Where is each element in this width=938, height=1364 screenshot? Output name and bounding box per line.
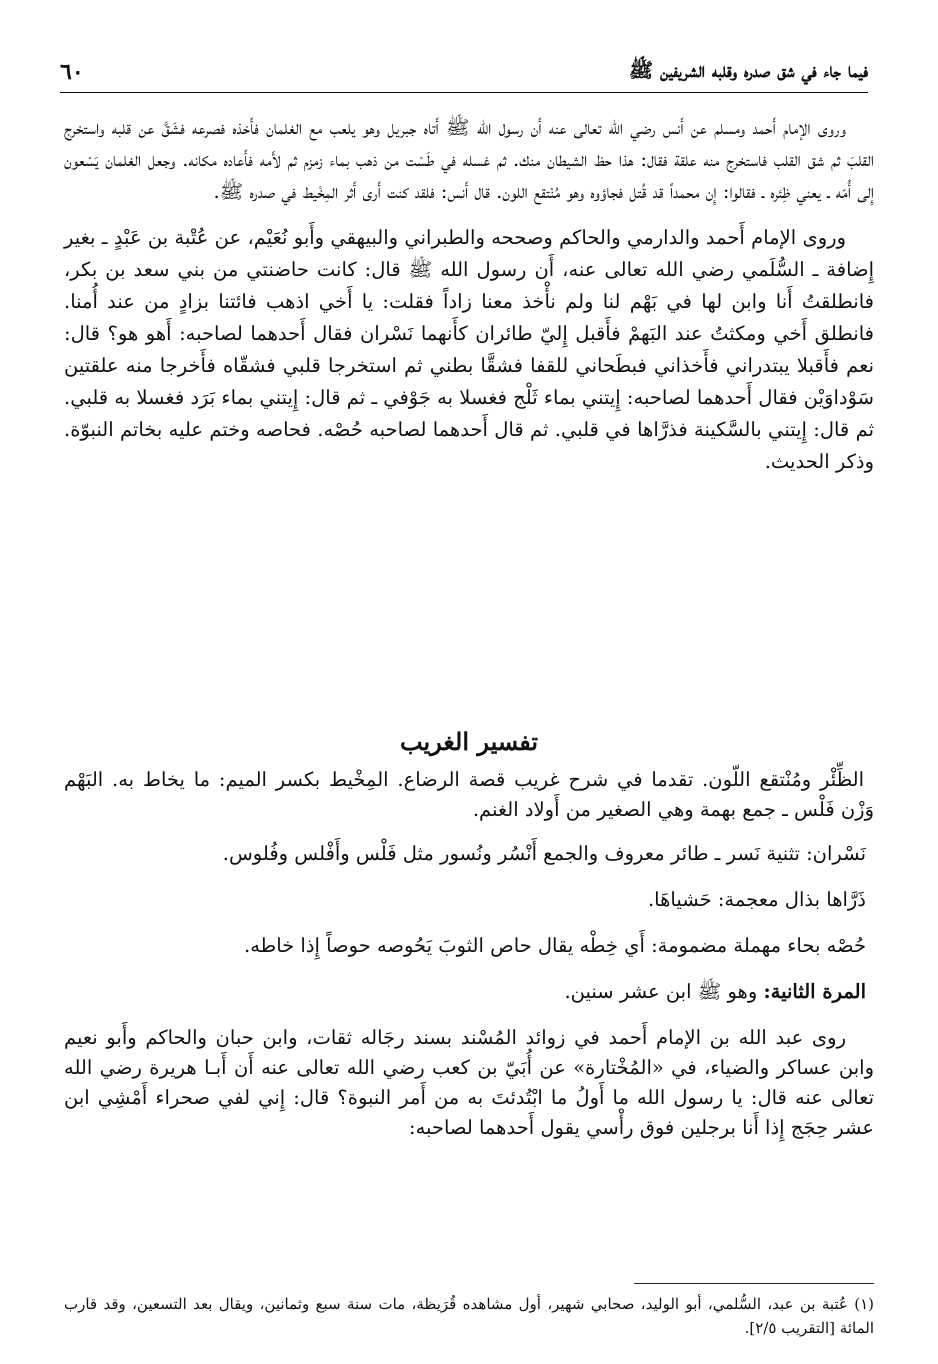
second-time-term: المرة الثانية: <box>763 980 866 1003</box>
paragraph-anas: وروى الإمام أَحمد ومسلم عن أَنس رضي الله تعالى عنه أَن رسول الله ﷺ أَتاه جبريل وهو يلعب مع الغلمان فأَخذه فصرعه فشَقَّ عن قلبه واستخرج القلبَ ثم شق القلب فاستخرج منه علقة فقال: هذا حظ الشيطان منك. ثم غسله في طَسْت من ذهب بماء زمزم ثم لأَمه فأَعاده مكانه. وجعل الغلمان يَسْعون إِلى أُمّه ـ يعني ظِئره ـ فقالوا: إِن محمداً قد قُتل فجاؤوه وهو مُنْتقع اللون. قال أَنس: فلقد كنت أَرى أَثر المِخْيط في صدره ﷺ. <box>64 116 874 203</box>
glossary-item: حُصْه بحاء مهملة مضمومة: أَي خِطْه يقال حاص الثوبَ يَحُوصه حوصاً إِذا خاطه. <box>244 934 866 957</box>
second-time-line <box>64 977 874 1007</box>
glossary-item: نَسْران: تثنية نَسر ـ طائر معروف والجمع أَنْسُر ونُسور مثل فَلْس وأَفْلس وفُلوس. <box>222 842 866 865</box>
section-heading: تفسير الغريب <box>399 727 539 756</box>
paragraph-utba: وروى الإمام أَحمد والدارمي والحاكم وصححه والطبراني والبيهقي وأَبو نُعَيْم، عن عُتْبة بن عَبْدٍ ـ بغير إِضافة ـ السُّلَمي رضي الله تعالى عنه، أَن رسول الله ﷺ قال: كانت حاضنتي من بني سعد بن بكر، فانطلقتُ أَنا وابن لها في بَهْم لنا ولم نأْخذ معنا زاداً فقلت: يا أَخي اذهب فائتنا بزادٍ من عند أُمنا. فانطلق أَخي ومكثتُ عند البَهمْ فأَقبل إِليّ طائران كأَنهما نَسْران فقال أَحدهما لصاحبه: أَهو هو؟ قال: نعم فأَقبلا يبتدراني فأَخذاني فبطَحاني للقفا فشقَّا بطني ثم استخرجا قلبي فشقّاه فأَخرجا منه علقتين سَوْداوَيْن فقال أَحدهما لصاحبه: إِيتني بماء ثَلْج فغسلا به جَوْفي ـ ثم قال: إِيتني بماء بَرَد فغسلا به قلبي. ثم قال: إِيتني بالسَّكينة فذرَّاها في قلبي. ثم قال أَحدهما لصاحبه حُصْه. فحاصه وختم عليه بخاتم النبوّة. وذكر الحديث. <box>64 226 874 473</box>
footnote-divider <box>634 1283 874 1284</box>
main-text <box>64 112 874 492</box>
glossary-item: ذَرَّاها بذال معجمة: حَشياهَا. <box>647 888 866 911</box>
page-number: ٦٠ <box>60 59 84 85</box>
running-title: فيما جاء في شق صدره وقلبه الشريفين ﷺ <box>628 57 868 82</box>
footnote: (١) عُتبة بن عبد، السُّلمي، أبو الوليد، صحابي شهير، أول مشاهده قُرَيظة، مات سنة سبع وثمانين، ويقال بعد التسعين، وقد قارب المائة [التقريب ٢/٥]. <box>64 1295 874 1337</box>
second-time-text: وهو ﷺ ابن عشر سنين. <box>564 980 758 1003</box>
glossary <box>64 765 874 1157</box>
glossary-intro: الظِّئْر ومُنْتقع اللّون. تقدما في شرح غريب قصة الرضاع. المِخْيط بكسر الميم: ما يخاط به. البَهْم وَزْن فَلْس ـ جمع بهمة وهي الصغير من أَولاد الغنم. <box>64 768 874 821</box>
paragraph-ubayy: روى عبد الله بن الإمام أَحمد في زوائد المُسْند بسند رجَاله ثقات، وابن حبان والحاكم وأَبو نعيم وابن عساكر والضياء، في «المُخْتارة» عن أُبَيّ بن كعب رضي الله تعالى عنه أَن أَبـا هريرة رضي الله تعالى عنه قال: يا رسول الله ما أَولُ ما ابْتُدئتَ به من أَمر النبوة؟ قال: إِني لفي صحراء أَمْشِي ابن عشر حِجَج إِذا أَنا برجلين فوق رأْسي يقول أَحدهما لصاحبه: <box>64 1026 874 1139</box>
page-header <box>60 52 868 93</box>
